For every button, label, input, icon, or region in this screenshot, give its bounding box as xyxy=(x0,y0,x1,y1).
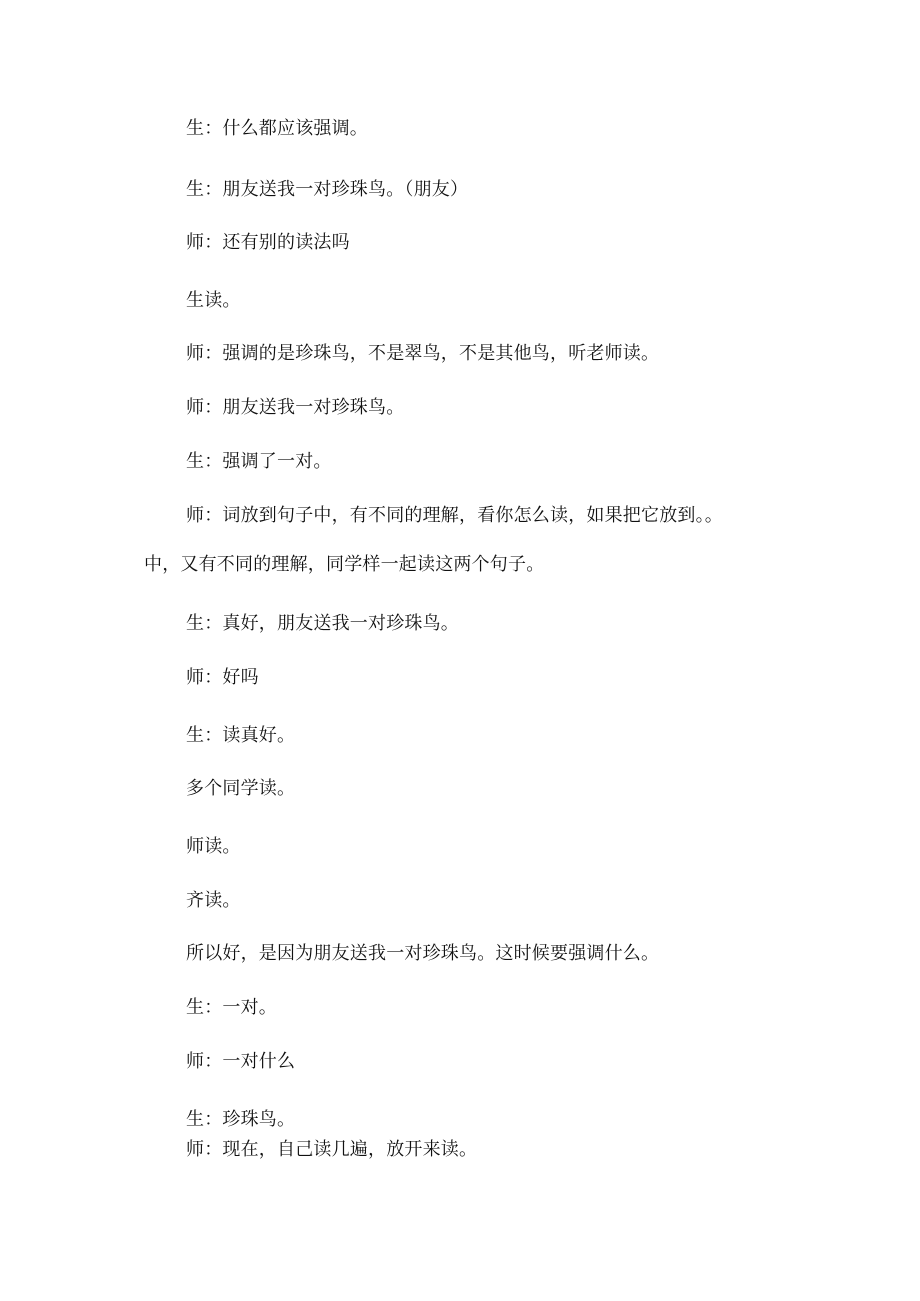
text-line: 生：读真好。 xyxy=(186,725,296,746)
text-line: 多个同学读。 xyxy=(186,778,296,799)
text-line: 师：朋友送我一对珍珠鸟。 xyxy=(186,397,405,418)
text-line: 中，又有不同的理解，同学样一起读这两个句子。 xyxy=(144,554,545,575)
text-line: 师：现在，自己读几遍，放开来读。 xyxy=(186,1139,478,1160)
text-line: 师：还有别的读法吗 xyxy=(186,232,350,253)
text-line: 师：好吗 xyxy=(186,667,259,688)
text-line: 师读。 xyxy=(186,836,241,857)
text-line: 生：真好，朋友送我一对珍珠鸟。 xyxy=(186,613,459,634)
text-line: 生：朋友送我一对珍珠鸟。（朋友） xyxy=(186,179,469,200)
text-line: 生：什么都应该强调。 xyxy=(186,118,368,139)
text-line: 生：强调了一对。 xyxy=(186,451,332,472)
text-line: 生读。 xyxy=(186,290,241,311)
text-line: 师：一对什么 xyxy=(186,1051,296,1072)
text-line: 所以好，是因为朋友送我一对珍珠鸟。这时候要强调什么。 xyxy=(186,943,660,964)
text-line: 师：词放到句子中，有不同的理解，看你怎么读，如果把它放到。。 xyxy=(186,505,723,526)
text-line: 生：一对。 xyxy=(186,997,277,1018)
text-line: 齐读。 xyxy=(186,890,241,911)
text-line: 师：强调的是珍珠鸟，不是翠鸟，不是其他鸟，听老师读。 xyxy=(186,343,660,364)
text-line: 生：珍珠鸟。 xyxy=(186,1109,296,1130)
